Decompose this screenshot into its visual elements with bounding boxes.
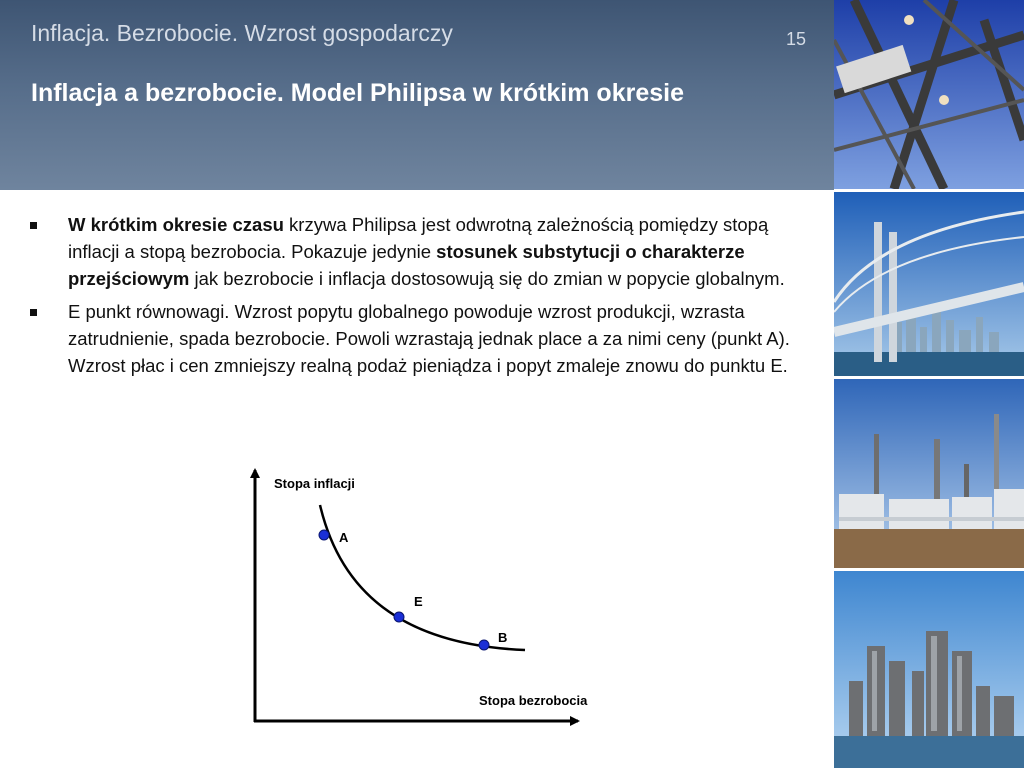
point-e-marker bbox=[394, 612, 404, 622]
bullet-item bbox=[30, 211, 800, 292]
bullet-text: jak bezrobocie i inflacja dostosowują się do zmian w popycie globalnym. bbox=[189, 268, 785, 289]
slide-number: 15 bbox=[786, 29, 807, 49]
bullet-item bbox=[30, 298, 800, 379]
phillips-curve bbox=[320, 505, 525, 650]
bullet-list bbox=[30, 211, 800, 385]
y-axis-label: Stopa inflacji bbox=[274, 476, 355, 491]
bullet-marker-icon bbox=[30, 309, 37, 316]
point-b-label: B bbox=[498, 630, 508, 645]
header-band bbox=[0, 0, 834, 190]
industrial-plant-photo bbox=[834, 379, 1024, 568]
photo-column bbox=[834, 0, 1024, 768]
steel-construction-photo bbox=[834, 0, 1024, 189]
bullet-text-bold: stosunek substytucji o charakterze przejściowym bbox=[68, 241, 745, 289]
bullet-text: krzywa Philipsa jest odwrotną zależnością pomiędzy stopą inflacji a stopą bezrobocia. Pokazuje jedynie bbox=[68, 214, 769, 262]
presentation-topic: Inflacja. Bezrobocie. Wzrost gospodarczy bbox=[31, 20, 453, 46]
suspension-bridge-photo bbox=[834, 192, 1024, 376]
slide-title: Inflacja a bezrobocie. Model Philipsa w krótkim okresie bbox=[31, 79, 684, 107]
bullet-text: E punkt równowagi. Wzrost popytu globalnego powoduje wzrost produkcji, wzrasta zatrudnienie, spada bezrobocie. Powoli wzrastają jednak place a za nimi ceny (punkt A). Wzrost płac i cen zmniejszy realną podaż pieniądza i popyt zmaleje znowu do punktu E. bbox=[68, 301, 790, 376]
point-e-label: E bbox=[414, 594, 423, 609]
city-skyline-photo bbox=[834, 571, 1024, 768]
phillips-curve-diagram bbox=[230, 460, 590, 740]
x-axis-label: Stopa bezrobocia bbox=[479, 693, 588, 708]
point-a-label: A bbox=[339, 530, 349, 545]
bullet-marker-icon bbox=[30, 222, 37, 229]
point-a-marker bbox=[319, 530, 329, 540]
point-b-marker bbox=[479, 640, 489, 650]
bullet-text-bold: W krótkim okresie czasu bbox=[68, 214, 284, 235]
